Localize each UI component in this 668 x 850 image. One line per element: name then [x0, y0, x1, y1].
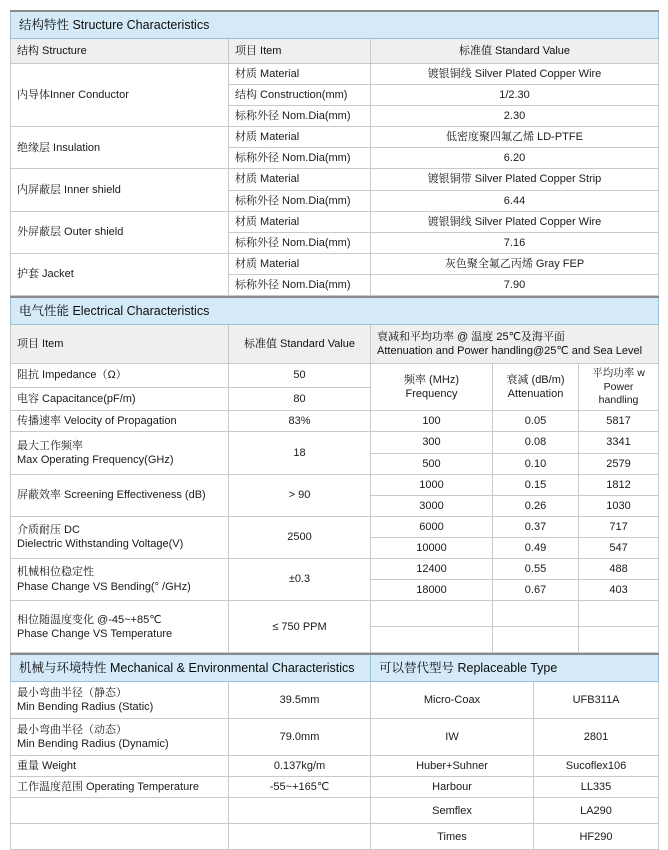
structure-characteristics-table	[10, 10, 659, 296]
mechanical-label-min-bend-static	[11, 682, 229, 719]
attenuation-value: 0.05	[493, 411, 579, 432]
value-outer-shield-nomdia: 7.16	[371, 232, 659, 253]
attenuation-value: 0.37	[493, 516, 579, 537]
table-row	[11, 211, 659, 232]
electrical-section-header-row	[11, 297, 659, 325]
header-standard-value: 标准值 Standard Value	[371, 39, 659, 64]
subheader-power-handling	[579, 364, 659, 411]
power-handling-value: 1030	[579, 495, 659, 516]
electrical-characteristics-table	[10, 296, 659, 653]
attenuation-value: 0.15	[493, 474, 579, 495]
electrical-label-screening-effectiveness: 屏蔽效率 Screening Effectiveness (dB)	[11, 474, 229, 516]
attenuation-frequency: 100	[371, 411, 493, 432]
electrical-label-max-operating-frequency	[11, 432, 229, 474]
structure-name-insulation: 绝缘层 Insulation	[11, 127, 229, 169]
label-cn: 机械相位稳定性	[17, 566, 94, 579]
table-row	[11, 777, 659, 798]
structure-name-jacket: 护套 Jacket	[11, 253, 229, 295]
label-cn: 最小弯曲半径（静态）	[17, 687, 127, 700]
power-handling-value: 2579	[579, 453, 659, 474]
electrical-value-phase-change-temperature: ≤ 750 PPM	[229, 601, 371, 653]
subheader-attenuation-cn: 衰减 (dB/m)	[506, 374, 565, 387]
table-row	[11, 474, 659, 495]
attenuation-frequency-empty	[371, 601, 493, 627]
value-insulation-nomdia: 6.20	[371, 148, 659, 169]
structure-name-inner-conductor: 内导体Inner Conductor	[11, 64, 229, 127]
power-handling-value: 5817	[579, 411, 659, 432]
mechanical-label-weight: 重量 Weight	[11, 756, 229, 777]
label-cn: 最大工作频率	[17, 439, 83, 452]
header-standard-value: 标准值 Standard Value	[229, 324, 371, 363]
table-row	[11, 719, 659, 756]
label-cn: 介质耐压 DC	[17, 524, 80, 537]
electrical-label-dielectric-voltage	[11, 516, 229, 558]
subheader-frequency-cn: 频率 (MHz)	[404, 374, 459, 387]
power-handling-value: 3341	[579, 432, 659, 453]
structure-section-title: 结构特性 Structure Characteristics	[11, 11, 659, 39]
item-label-nomdia: 标称外径 Nom.Dia(mm)	[229, 148, 371, 169]
value-inner-conductor-material: 镀银铜线 Silver Plated Copper Wire	[371, 64, 659, 85]
header-item: 项目 Item	[11, 324, 229, 363]
electrical-value-phase-change-bending: ±0.3	[229, 558, 371, 600]
header-attenuation-power	[371, 324, 659, 363]
subheader-power-en2: handling	[598, 393, 639, 406]
mechanical-value-min-bend-static: 39.5mm	[229, 682, 371, 719]
item-label-material: 材质 Material	[229, 169, 371, 190]
subheader-attenuation-en: Attenuation	[507, 388, 564, 401]
electrical-label-phase-change-bending	[11, 558, 229, 600]
structure-column-header-row	[11, 39, 659, 64]
attenuation-frequency: 18000	[371, 580, 493, 601]
label-en: Max Operating Frequency(GHz)	[17, 454, 174, 467]
replaceable-brand: Huber+Suhner	[371, 756, 534, 777]
electrical-value-max-operating-frequency: 18	[229, 432, 371, 474]
table-row	[11, 682, 659, 719]
subheader-power-cn: 平均功率 w	[592, 367, 645, 380]
value-inner-shield-material: 镀银铜带 Silver Plated Copper Strip	[371, 169, 659, 190]
replaceable-type: HF290	[534, 824, 659, 850]
value-insulation-material: 低密度聚四氟乙烯 LD-PTFE	[371, 127, 659, 148]
structure-section-header-row	[11, 11, 659, 39]
attenuation-value: 0.08	[493, 432, 579, 453]
electrical-label-impedance: 阻抗 Impedance（Ω）	[11, 364, 229, 388]
replaceable-brand: Micro-Coax	[371, 682, 534, 719]
replaceable-brand: Times	[371, 824, 534, 850]
table-row	[11, 558, 659, 579]
label-en: Min Bending Radius (Static)	[17, 701, 154, 714]
attenuation-value-empty	[493, 627, 579, 653]
item-label-nomdia: 标称外径 Nom.Dia(mm)	[229, 232, 371, 253]
attenuation-value-empty	[493, 601, 579, 627]
subheader-frequency-en: Frequency	[405, 388, 458, 401]
item-label-material: 材质 Material	[229, 211, 371, 232]
mechanical-value-weight: 0.137kg/m	[229, 756, 371, 777]
table-row	[11, 824, 659, 850]
attenuation-frequency: 10000	[371, 537, 493, 558]
electrical-section-title: 电气性能 Electrical Characteristics	[11, 297, 659, 325]
attenuation-frequency: 6000	[371, 516, 493, 537]
power-handling-value: 547	[579, 537, 659, 558]
value-outer-shield-material: 镀银铜线 Silver Plated Copper Wire	[371, 211, 659, 232]
table-row	[11, 756, 659, 777]
attenuation-value: 0.26	[493, 495, 579, 516]
value-inner-shield-nomdia: 6.44	[371, 190, 659, 211]
subheader-attenuation	[493, 364, 579, 411]
replaceable-type: LA290	[534, 798, 659, 824]
mechanical-value-min-bend-dynamic: 79.0mm	[229, 719, 371, 756]
replaceable-brand: Semflex	[371, 798, 534, 824]
replaceable-type: 2801	[534, 719, 659, 756]
power-handling-value: 488	[579, 558, 659, 579]
mechanical-value-empty	[229, 824, 371, 850]
electrical-label-phase-change-temperature	[11, 601, 229, 653]
table-row	[11, 601, 659, 627]
table-row	[11, 432, 659, 453]
table-row	[11, 516, 659, 537]
electrical-value-screening-effectiveness: > 90	[229, 474, 371, 516]
attenuation-value: 0.55	[493, 558, 579, 579]
replaceable-brand: Harbour	[371, 777, 534, 798]
power-handling-value: 717	[579, 516, 659, 537]
attenuation-value: 0.67	[493, 580, 579, 601]
table-row	[11, 169, 659, 190]
item-label-material: 材质 Material	[229, 64, 371, 85]
structure-name-outer-shield: 外屏蔽层 Outer shield	[11, 211, 229, 253]
label-en: Dielectric Withstanding Voltage(V)	[17, 538, 184, 551]
replaceable-brand: IW	[371, 719, 534, 756]
attenuation-value: 0.49	[493, 537, 579, 558]
item-label-material: 材质 Material	[229, 253, 371, 274]
table-row	[11, 411, 659, 432]
electrical-value-capacitance: 80	[229, 387, 371, 411]
attenuation-frequency: 300	[371, 432, 493, 453]
mechanical-label-empty	[11, 824, 229, 850]
subheader-power-en1: Power	[603, 380, 634, 393]
replaceable-type: UFB311A	[534, 682, 659, 719]
table-row	[11, 364, 659, 388]
mechanical-section-title: 机械与环境特性 Mechanical & Environmental Characteristics	[11, 654, 371, 682]
attenuation-frequency-empty	[371, 627, 493, 653]
attenuation-frequency: 12400	[371, 558, 493, 579]
item-label-nomdia: 标称外径 Nom.Dia(mm)	[229, 274, 371, 295]
subheader-frequency	[371, 364, 493, 411]
electrical-value-velocity: 83%	[229, 411, 371, 432]
attenuation-frequency: 3000	[371, 495, 493, 516]
datasheet-tables	[10, 10, 658, 850]
mechanical-section-header-row	[11, 654, 659, 682]
electrical-label-capacitance: 电容 Capacitance(pF/m)	[11, 387, 229, 411]
mechanical-label-min-bend-dynamic	[11, 719, 229, 756]
header-item: 项目 Item	[229, 39, 371, 64]
header-structure: 结构 Structure	[11, 39, 229, 64]
item-label-material: 材质 Material	[229, 127, 371, 148]
attenuation-frequency: 500	[371, 453, 493, 474]
structure-name-inner-shield: 内屏蔽层 Inner shield	[11, 169, 229, 211]
electrical-value-dielectric-voltage: 2500	[229, 516, 371, 558]
label-en: Min Bending Radius (Dynamic)	[17, 738, 169, 751]
label-en: Phase Change VS Bending(° /GHz)	[17, 580, 191, 593]
table-row	[11, 127, 659, 148]
item-label-nomdia: 标称外径 Nom.Dia(mm)	[229, 106, 371, 127]
mechanical-value-operating-temperature: -55~+165℃	[229, 777, 371, 798]
electrical-value-impedance: 50	[229, 364, 371, 388]
replaceable-type: LL335	[534, 777, 659, 798]
table-row	[11, 64, 659, 85]
value-jacket-nomdia: 7.90	[371, 274, 659, 295]
attenuation-value: 0.10	[493, 453, 579, 474]
item-label-nomdia: 标称外径 Nom.Dia(mm)	[229, 190, 371, 211]
power-handling-value: 403	[579, 580, 659, 601]
attenuation-frequency: 1000	[371, 474, 493, 495]
table-row	[11, 798, 659, 824]
electrical-column-header-row	[11, 324, 659, 363]
label-cn: 最小弯曲半径（动态）	[17, 724, 127, 737]
mechanical-label-operating-temperature: 工作温度范围 Operating Temperature	[11, 777, 229, 798]
label-cn: 相位随温度变化 @-45~+85℃	[17, 613, 162, 626]
power-handling-value-empty	[579, 601, 659, 627]
electrical-label-velocity: 传播速率 Velocity of Propagation	[11, 411, 229, 432]
replaceable-type: Sucoflex106	[534, 756, 659, 777]
table-row	[11, 253, 659, 274]
mechanical-environmental-table	[10, 653, 659, 850]
value-jacket-material: 灰色聚全氟乙丙烯 Gray FEP	[371, 253, 659, 274]
value-inner-conductor-nomdia: 2.30	[371, 106, 659, 127]
mechanical-label-empty	[11, 798, 229, 824]
mechanical-value-empty	[229, 798, 371, 824]
header-attenuation-cn: 衰减和平均功率 @ 温度 25℃及海平面	[377, 330, 565, 343]
item-label-construction: 结构 Construction(mm)	[229, 85, 371, 106]
header-attenuation-en: Attenuation and Power handling@25℃ and Sea Level	[377, 345, 643, 358]
value-inner-conductor-construction: 1/2.30	[371, 85, 659, 106]
label-en: Phase Change VS Temperature	[17, 627, 173, 640]
power-handling-value-empty	[579, 627, 659, 653]
power-handling-value: 1812	[579, 474, 659, 495]
replaceable-type-title: 可以替代型号 Replaceable Type	[371, 654, 659, 682]
